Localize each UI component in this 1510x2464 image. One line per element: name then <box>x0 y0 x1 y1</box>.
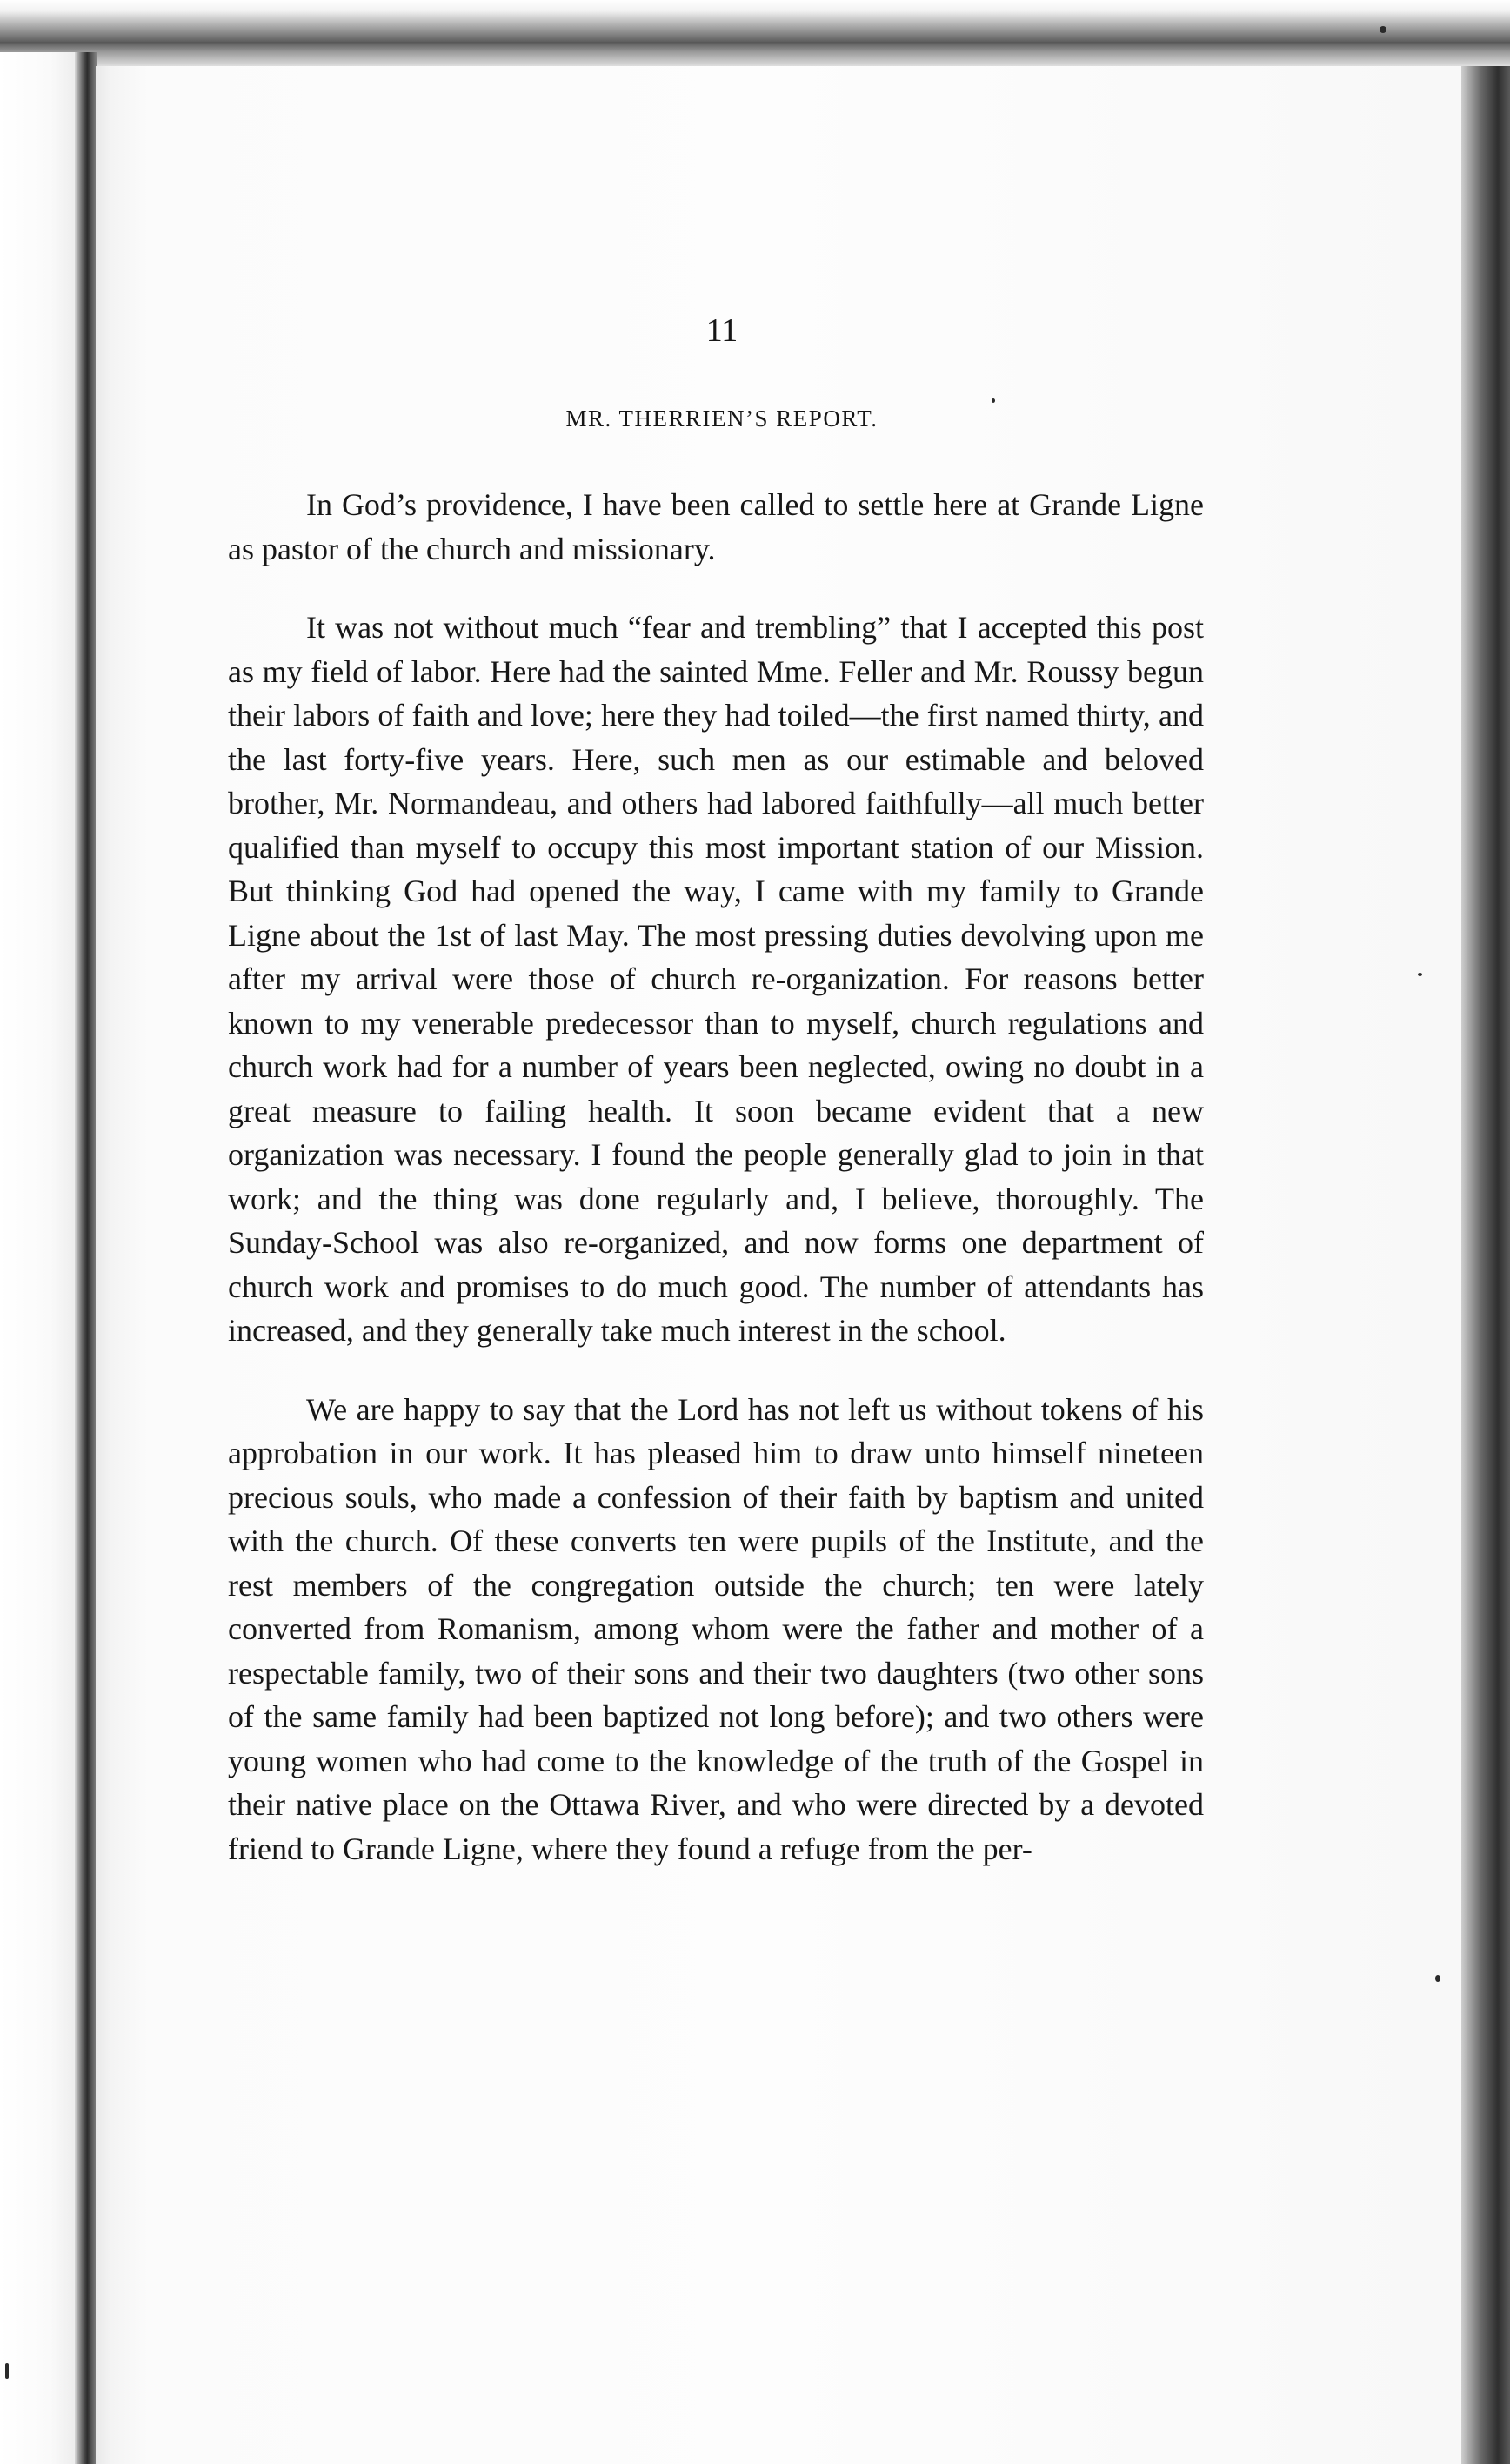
scan-speck <box>992 398 995 403</box>
report-heading: MR. THERRIEN’S REPORT. <box>565 405 879 432</box>
scan-speck <box>1418 973 1422 976</box>
scan-speck <box>5 2363 9 2379</box>
scan-speck <box>1380 26 1386 33</box>
facing-page-edge <box>0 52 84 2464</box>
paragraph: It was not without much “fear and trembling” that I accepted this post as my field of labor. Here had the sainted Mme. Feller and Mr. Roussy begun their labors of faith and love; here they had toiled—the first named thirty, and the last forty-five years. Here, such men as our estimable and beloved brother, Mr. Normandeau, and others had labored faithfully—all much better qualified than myself to occupy this most important station of our Mission. But thinking God had opened the way, I came with my family to Grande Ligne about the 1st of last May. The most pressing duties devolving upon me after my arrival were those of church re-organization. For reasons better known to my venerable predecessor than to myself, church regulations and church work had for a number of years been neglected, owing no doubt in a great measure to failing health. It soon became evident that a new organization was necessary. I found the people generally glad to join in that work; and the thing was done regularly and, I believe, thoroughly. The Sunday-School was also re-organized, and now forms one department of church work and promises to do much good. The number of attendants has increased, and they generally take much interest in the school. <box>228 610 1204 1348</box>
paragraph: We are happy to say that the Lord has not left us without tokens of his approbation in our work. It has pleased him to draw unto himself nineteen precious souls, who made a confession of their faith by baptism and united with the church. Of these converts ten were pupils of the Institute, and the rest members of the congregation outside the church; ten were lately converted from Romanism, among whom were the father and mother of a respectable family, two of their sons and their two daughters (two other sons of the same family had been baptized not long before); and two others were young women who had come to the knowledge of the truth of the Gospel in their native place on the Ottawa River, and who were directed by a devoted friend to Grande Ligne, where they found a refuge from the per- <box>228 1391 1204 1866</box>
page-right-edge <box>1461 66 1510 2464</box>
page-top-edge <box>0 42 1510 68</box>
paragraph: In God’s providence, I have been called to settle here at Grande Ligne as pastor of the church and missionary. <box>228 487 1204 566</box>
scan-speck <box>1435 1975 1440 1982</box>
page-number: 11 <box>705 312 738 349</box>
book-spine-shadow <box>75 52 97 2464</box>
report-body <box>228 483 1204 1905</box>
